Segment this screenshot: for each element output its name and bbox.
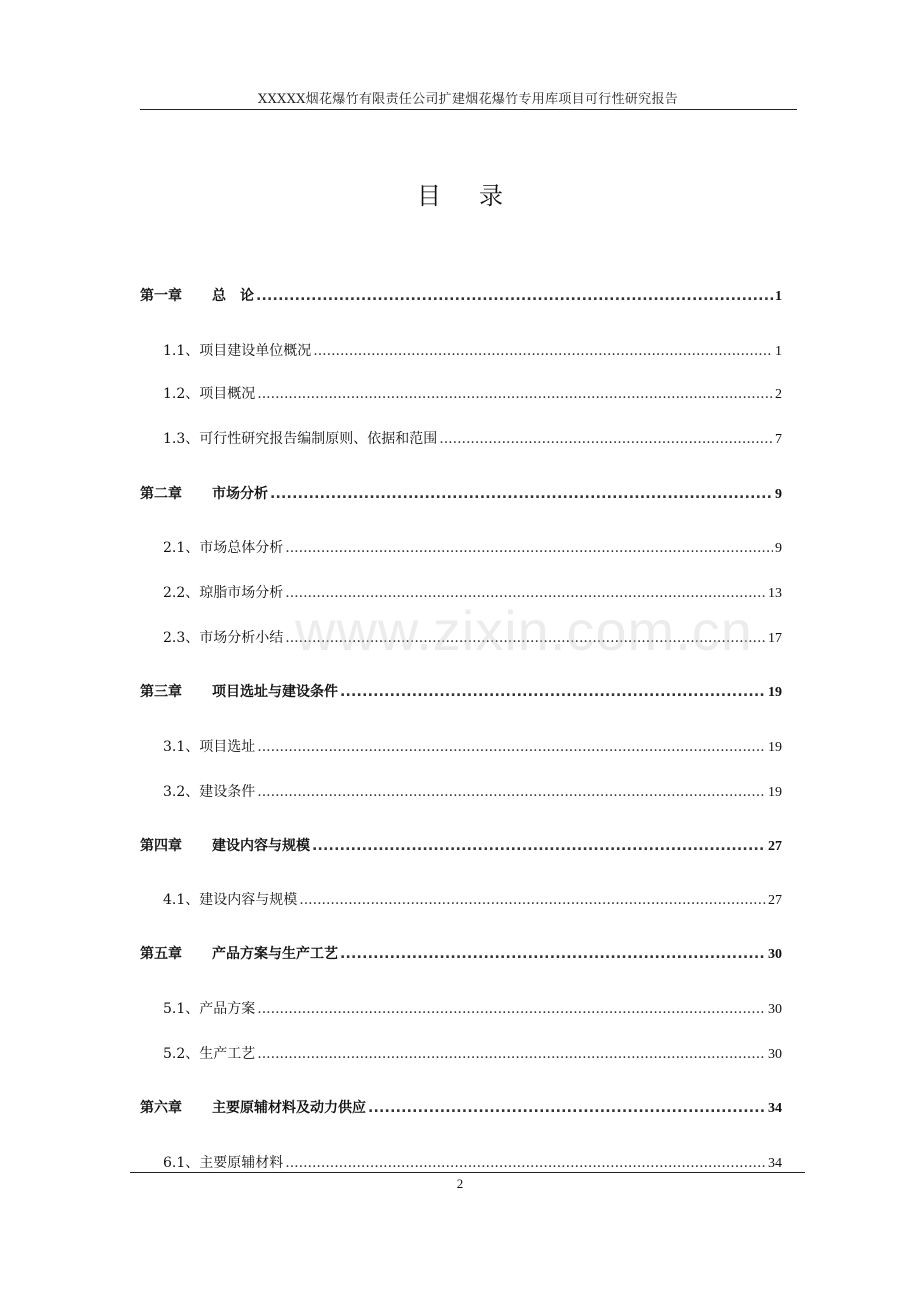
dot-leader <box>257 784 766 800</box>
entry-page-number: 19 <box>768 785 782 800</box>
entry-title: 市场分析 <box>212 486 268 502</box>
entry-page-number: 34 <box>768 1101 782 1116</box>
dot-leader <box>313 343 773 359</box>
toc-section-entry[interactable] <box>163 537 782 557</box>
running-header: XXXXX烟花爆竹有限责任公司扩建烟花爆竹专用库项目可行性研究报告 <box>257 92 679 107</box>
toc-section-entry[interactable] <box>163 1152 782 1172</box>
entry-page-number: 30 <box>768 1002 782 1017</box>
dot-leader <box>285 540 773 556</box>
entry-title: 1.3、可行性研究报告编制原则、依据和范围 <box>163 431 438 447</box>
entry-title: 主要原辅材料及动力供应 <box>212 1100 366 1116</box>
chapter-number: 第一章 <box>140 288 182 304</box>
entry-page-number: 1 <box>775 289 782 304</box>
toc-section-entry[interactable] <box>163 998 782 1018</box>
footer-rule <box>130 1172 805 1173</box>
dot-leader <box>257 1046 766 1062</box>
entry-page-number: 9 <box>775 487 782 502</box>
dot-leader <box>368 1100 766 1116</box>
header-rule <box>140 109 797 110</box>
entry-page-number: 17 <box>768 631 782 646</box>
entry-title: 1.1、项目建设单位概况 <box>163 343 312 359</box>
entry-title: 6.1、主要原辅材料 <box>163 1155 284 1171</box>
dot-leader <box>257 1001 766 1017</box>
entry-page-number: 34 <box>768 1156 782 1171</box>
entry-page-number: 13 <box>768 586 782 601</box>
entry-page-number: 7 <box>775 432 782 447</box>
entry-title: 建设内容与规模 <box>212 838 310 854</box>
dot-leader <box>340 684 766 700</box>
entry-title: 5.1、产品方案 <box>163 1001 256 1017</box>
entry-title: 项目选址与建设条件 <box>212 684 338 700</box>
entry-page-number: 2 <box>775 387 782 402</box>
chapter-number: 第五章 <box>140 946 182 962</box>
entry-page-number: 1 <box>775 344 782 359</box>
chapter-number: 第六章 <box>140 1100 182 1116</box>
entry-title: 3.1、项目选址 <box>163 739 256 755</box>
toc-chapter-entry[interactable] <box>140 285 782 305</box>
chapter-number: 第四章 <box>140 838 182 854</box>
page-title: 目录 <box>417 182 541 210</box>
entry-page-number: 19 <box>768 740 782 755</box>
toc-section-entry[interactable] <box>163 736 782 756</box>
dot-leader <box>312 838 766 854</box>
entry-page-number: 27 <box>768 893 782 908</box>
toc-section-entry[interactable] <box>163 340 782 360</box>
entry-page-number: 19 <box>768 685 782 700</box>
toc-section-entry[interactable] <box>163 1043 782 1063</box>
chapter-number: 第三章 <box>140 684 182 700</box>
toc-chapter-entry[interactable] <box>140 943 782 963</box>
toc-section-entry[interactable] <box>163 383 782 403</box>
toc-section-entry[interactable] <box>163 889 782 909</box>
entry-page-number: 27 <box>768 839 782 854</box>
toc-chapter-entry[interactable] <box>140 1097 782 1117</box>
dot-leader <box>257 386 773 402</box>
dot-leader <box>256 288 773 304</box>
entry-title: 1.2、项目概况 <box>163 386 256 402</box>
entry-title: 3.2、建设条件 <box>163 784 256 800</box>
toc-section-entry[interactable] <box>163 781 782 801</box>
entry-title: 2.2、琼脂市场分析 <box>163 585 284 601</box>
dot-leader <box>257 739 766 755</box>
watermark: www.zixin.com.cn <box>295 599 753 662</box>
page-number: 2 <box>456 1176 464 1191</box>
toc-chapter-entry[interactable] <box>140 681 782 701</box>
dot-leader <box>439 431 773 447</box>
chapter-number: 第二章 <box>140 486 182 502</box>
entry-title: 5.2、生产工艺 <box>163 1046 256 1062</box>
entry-title: 产品方案与生产工艺 <box>212 946 338 962</box>
entry-title: 2.1、市场总体分析 <box>163 540 284 556</box>
entry-page-number: 30 <box>768 947 782 962</box>
entry-title: 2.3、市场分析小结 <box>163 630 284 646</box>
entry-title: 总 论 <box>212 288 254 304</box>
dot-leader <box>340 946 766 962</box>
toc-chapter-entry[interactable] <box>140 835 782 855</box>
dot-leader <box>285 1155 766 1171</box>
entry-page-number: 30 <box>768 1047 782 1062</box>
toc-chapter-entry[interactable] <box>140 483 782 503</box>
entry-title: 4.1、建设内容与规模 <box>163 892 298 908</box>
dot-leader <box>299 892 766 908</box>
toc-section-entry[interactable] <box>163 428 782 448</box>
dot-leader <box>270 486 773 502</box>
entry-page-number: 9 <box>775 541 782 556</box>
